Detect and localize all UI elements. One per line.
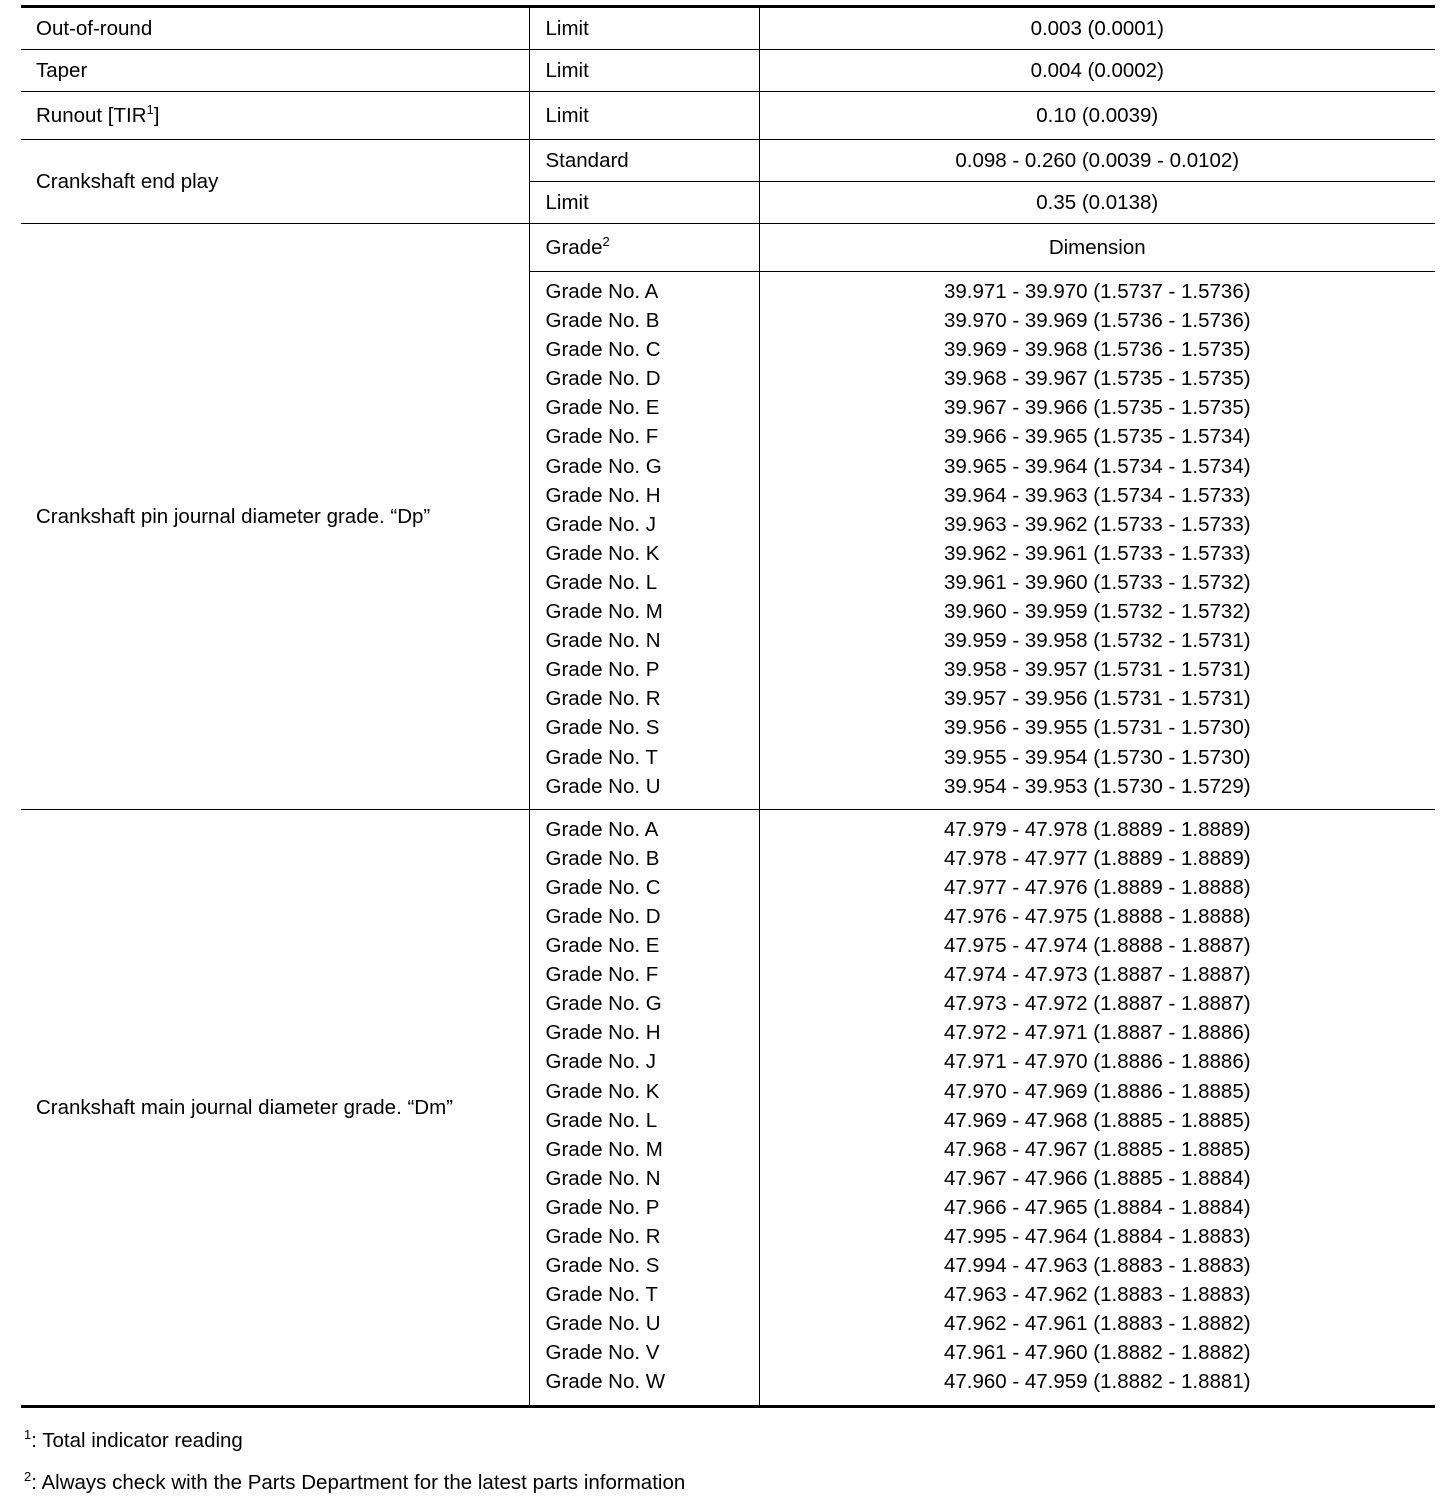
grade-item: Grade No. T — [545, 745, 658, 769]
footnote — [24, 1420, 685, 1462]
grade-item: Grade No. L — [545, 570, 658, 594]
dimension-item: 47.969 - 47.968 (1.8885 - 1.8885) — [943, 1108, 1251, 1132]
grade-item: Grade No. M — [545, 1137, 663, 1161]
dimension-item: 39.963 - 39.962 (1.5733 - 1.5733) — [943, 512, 1251, 536]
table-row — [21, 50, 1435, 92]
table-row — [21, 224, 1435, 272]
end-play-label: Crankshaft end play — [21, 140, 529, 224]
table-row — [21, 7, 1435, 50]
grade-item: Grade No. F — [545, 963, 659, 987]
dimension-item: 39.964 - 39.963 (1.5734 - 1.5733) — [943, 483, 1251, 507]
dimension-item: 39.957 - 39.956 (1.5731 - 1.5731) — [943, 687, 1251, 711]
dimension-item: 39.966 - 39.965 (1.5735 - 1.5734) — [943, 425, 1251, 449]
footnote — [24, 1462, 685, 1504]
table-row — [21, 92, 1435, 140]
grade-item: Grade No. C — [545, 875, 661, 899]
dimension-item: 39.954 - 39.953 (1.5730 - 1.5729) — [943, 774, 1251, 798]
dimension-item: 39.967 - 39.966 (1.5735 - 1.5735) — [943, 396, 1251, 420]
dimension-item: 47.976 - 47.975 (1.8888 - 1.8888) — [943, 904, 1251, 928]
grade-item: Grade No. N — [545, 629, 661, 653]
grade-item: Grade No. N — [545, 1166, 661, 1190]
pin-grade-list — [529, 272, 759, 810]
dimension-item: 39.971 - 39.970 (1.5737 - 1.5736) — [943, 280, 1251, 303]
footnote-text: : Always check with the Parts Department for the latest parts information — [31, 1471, 686, 1494]
dimension-item: 39.969 - 39.968 (1.5736 - 1.5735) — [943, 338, 1251, 362]
row-sublabel: Limit — [529, 50, 759, 92]
grade-item: Grade No. C — [545, 338, 661, 362]
grade-item: Grade No. A — [545, 817, 659, 841]
dimension-item: 39.959 - 39.958 (1.5732 - 1.5731) — [943, 629, 1251, 653]
end-play-standard-label: Standard — [529, 140, 759, 182]
row-value: 0.10 (0.0039) — [759, 92, 1435, 140]
grade-item: Grade No. M — [545, 600, 663, 624]
footnotes — [24, 1420, 685, 1504]
pin-journal-label: Crankshaft pin journal diameter grade. “Dp” — [21, 224, 529, 810]
dimension-item: 47.973 - 47.972 (1.8887 - 1.8887) — [943, 992, 1251, 1016]
main-journal-label: Crankshaft main journal diameter grade. “Dm” — [21, 809, 529, 1406]
row-value: 0.004 (0.0002) — [759, 50, 1435, 92]
dimension-item: 47.971 - 47.970 (1.8886 - 1.8886) — [943, 1050, 1251, 1074]
footnote-text: : Total indicator reading — [31, 1429, 243, 1452]
grade-item: Grade No. K — [545, 1079, 660, 1103]
footnote-mark: 1 — [24, 1427, 32, 1442]
grade-item: Grade No. W — [545, 1370, 666, 1394]
dimension-item: 47.962 - 47.961 (1.8883 - 1.8882) — [943, 1312, 1251, 1336]
grade-item: Grade No. H — [545, 1021, 661, 1045]
grade-item: Grade No. H — [545, 483, 661, 507]
grade-item: Grade No. R — [545, 687, 661, 711]
grade-item: Grade No. J — [545, 1050, 657, 1074]
dimension-item: 39.968 - 39.967 (1.5735 - 1.5735) — [943, 367, 1251, 391]
dimension-item: 39.956 - 39.955 (1.5731 - 1.5730) — [943, 716, 1251, 740]
dimension-item: 39.962 - 39.961 (1.5733 - 1.5733) — [943, 541, 1251, 565]
main-grade-list — [529, 809, 759, 1406]
pin-dimension-list — [759, 272, 1435, 810]
grade-item: Grade No. P — [545, 1195, 660, 1219]
dimension-item: 47.963 - 47.962 (1.8883 - 1.8883) — [943, 1283, 1251, 1307]
table-row — [21, 140, 1435, 182]
row-value: 0.003 (0.0001) — [759, 7, 1435, 50]
row-label — [21, 92, 529, 140]
grade-item: Grade No. G — [545, 454, 662, 478]
grade-item: Grade No. B — [545, 309, 660, 333]
dimension-item: 39.970 - 39.969 (1.5736 - 1.5736) — [943, 309, 1251, 333]
dimension-item: 47.966 - 47.965 (1.8884 - 1.8884) — [943, 1195, 1251, 1219]
dimension-item: 47.975 - 47.974 (1.8888 - 1.8887) — [943, 934, 1251, 958]
dimension-item: 47.979 - 47.978 (1.8889 - 1.8889) — [943, 817, 1251, 841]
grade-item: Grade No. G — [545, 992, 662, 1016]
grade-item: Grade No. U — [545, 1312, 661, 1336]
dimension-header: Dimension — [759, 224, 1435, 272]
dimension-item: 47.960 - 47.959 (1.8882 - 1.8881) — [943, 1370, 1251, 1394]
dimension-item: 47.961 - 47.960 (1.8882 - 1.8882) — [943, 1341, 1251, 1365]
row-label: Taper — [21, 50, 529, 92]
end-play-standard-value: 0.098 - 0.260 (0.0039 - 0.0102) — [759, 140, 1435, 182]
dimension-item: 47.995 - 47.964 (1.8884 - 1.8883) — [943, 1225, 1251, 1248]
footnote-mark: 2 — [24, 1469, 32, 1484]
grade-header-label: Grade — [545, 236, 603, 259]
grade-item: Grade No. L — [545, 1108, 658, 1132]
dimension-item: 39.958 - 39.957 (1.5731 - 1.5731) — [943, 658, 1251, 682]
grade-item: Grade No. B — [545, 846, 660, 870]
grade-item: Grade No. F — [545, 425, 659, 449]
dimension-item: 47.977 - 47.976 (1.8889 - 1.8888) — [943, 875, 1251, 899]
table-row — [21, 809, 1435, 1406]
grade-item: Grade No. R — [545, 1225, 661, 1248]
grade-item: Grade No. D — [545, 904, 661, 928]
row-sublabel: Limit — [529, 92, 759, 140]
grade-item: Grade No. U — [545, 774, 661, 798]
grade-item: Grade No. E — [545, 934, 660, 958]
dimension-item: 47.967 - 47.966 (1.8885 - 1.8884) — [943, 1166, 1251, 1190]
end-play-limit-label: Limit — [529, 182, 759, 224]
row-sublabel: Limit — [529, 7, 759, 50]
grade-item: Grade No. P — [545, 658, 660, 682]
footnote-ref: 2 — [602, 234, 610, 249]
dimension-item: 47.968 - 47.967 (1.8885 - 1.8885) — [943, 1137, 1251, 1161]
grade-header — [529, 224, 759, 272]
dimension-item: 39.965 - 39.964 (1.5734 - 1.5734) — [943, 454, 1251, 478]
runout-label: Runout [TIR — [36, 104, 147, 127]
grade-item: Grade No. E — [545, 396, 660, 420]
grade-item: Grade No. A — [545, 280, 659, 303]
dimension-item: 47.970 - 47.969 (1.8886 - 1.8885) — [943, 1079, 1251, 1103]
dimension-item: 39.961 - 39.960 (1.5733 - 1.5732) — [943, 570, 1251, 594]
dimension-item: 39.960 - 39.959 (1.5732 - 1.5732) — [943, 600, 1251, 624]
grade-item: Grade No. K — [545, 541, 660, 565]
spec-table-container — [21, 5, 1435, 1408]
dimension-item: 47.974 - 47.973 (1.8887 - 1.8887) — [943, 963, 1251, 987]
dimension-item: 47.978 - 47.977 (1.8889 - 1.8889) — [943, 846, 1251, 870]
dimension-item: 39.955 - 39.954 (1.5730 - 1.5730) — [943, 745, 1251, 769]
footnote-ref: 1 — [146, 102, 154, 117]
runout-label-end: ] — [153, 104, 160, 127]
grade-item: Grade No. S — [545, 716, 660, 740]
grade-item: Grade No. T — [545, 1283, 658, 1307]
grade-item: Grade No. V — [545, 1341, 660, 1365]
main-dimension-list — [759, 809, 1435, 1406]
grade-item: Grade No. S — [545, 1254, 660, 1278]
dimension-item: 47.994 - 47.963 (1.8883 - 1.8883) — [943, 1254, 1251, 1278]
row-label: Out-of-round — [21, 7, 529, 50]
crankshaft-spec-table — [21, 5, 1435, 1408]
end-play-limit-value: 0.35 (0.0138) — [759, 182, 1435, 224]
dimension-item: 47.972 - 47.971 (1.8887 - 1.8886) — [943, 1021, 1251, 1045]
grade-item: Grade No. J — [545, 512, 657, 536]
grade-item: Grade No. D — [545, 367, 661, 391]
